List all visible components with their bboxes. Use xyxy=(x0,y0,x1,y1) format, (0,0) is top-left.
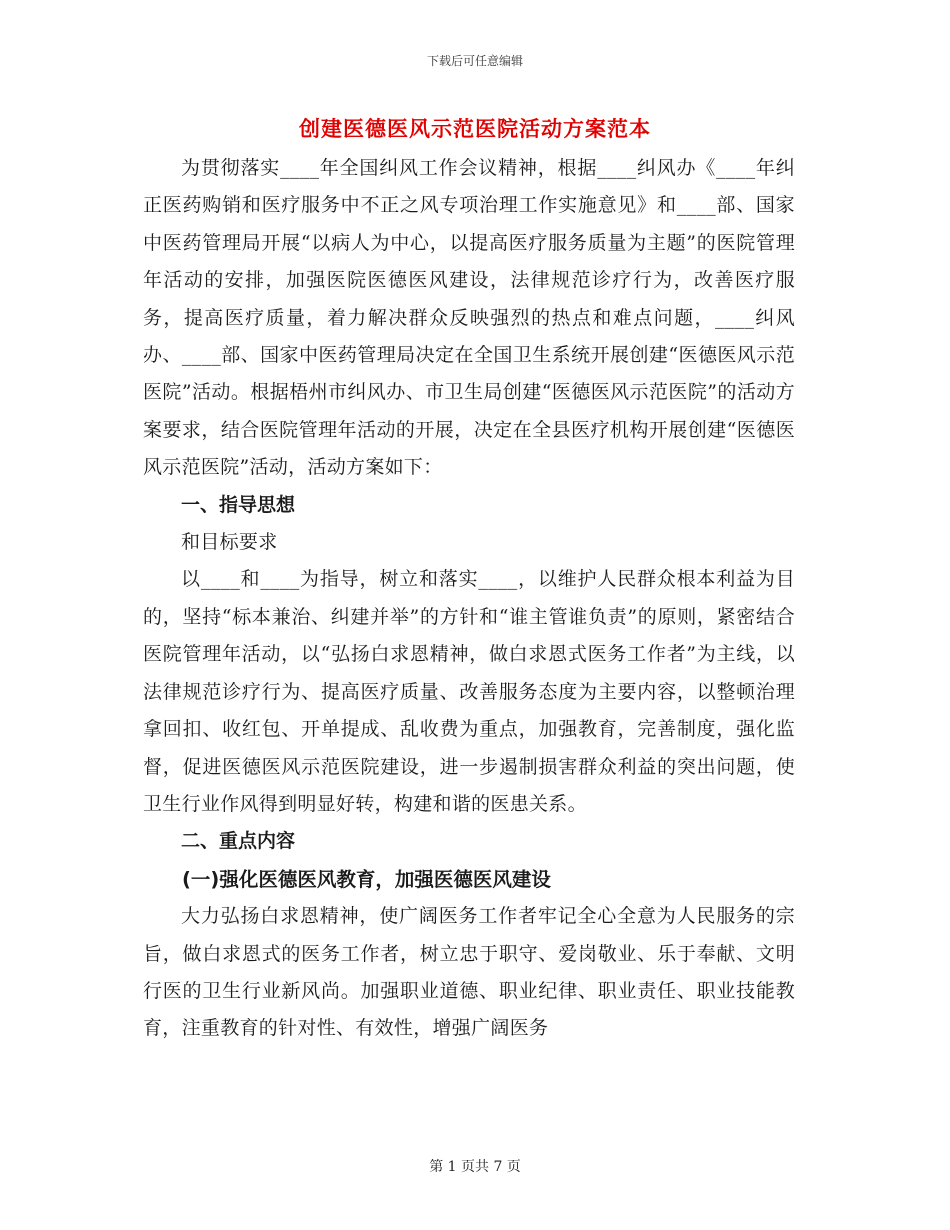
document-body xyxy=(143,150,795,1048)
intro-paragraph: 为贯彻落实____年全国纠风工作会议精神，根据____纠风办《____年纠正医药购销和医疗服务中不正之风专项治理工作实施意见》和____部、国家中医药管理局开展“以病人为中心，以提高医疗服务质量为主题”的医院管理年活动的安排，加强医院医德医风建设，法律规范诊疗行为，改善医疗服务，提高医疗质量，着力解决群众反映强烈的热点和难点问题，____纠风办、____部、国家中医药管理局决定在全国卫生系统开展创建“医德医风示范医院”活动。根据梧州市纠风办、市卫生局创建“医德医风示范医院”的活动方案要求，结合医院管理年活动的开展，决定在全县医疗机构开展创建“医德医风示范医院”活动，活动方案如下： xyxy=(143,157,795,479)
page-number: 第 1 页共 7 页 xyxy=(429,1159,521,1175)
section-2-heading: 二、重点内容 xyxy=(181,830,296,853)
section-1-subtitle: 和目标要求 xyxy=(181,531,278,554)
section-2-paragraph-1: 大力弘扬白求恩精神，使广阔医务工作者牢记全心全意为人民服务的宗旨，做白求恩式的医务工作者，树立忠于职守、爱岗敬业、乐于奉献、文明行医的卫生行业新风尚。加强职业道德、职业纪律、职业责任、职业技能教育，注重教育的针对性、有效性，增强广阔医务 xyxy=(143,905,795,1040)
section-2-subheading-1: (一)强化医德医风教育，加强医德医风建设 xyxy=(182,867,551,891)
section-1-paragraph: 以____和____为指导，树立和落实____，以维护人民群众根本利益为目的，坚持“标本兼治、纠建并举”的方针和“谁主管谁负责”的原则，紧密结合医院管理年活动，以“弘扬白求恩精神，做白求恩式医务工作者”为主线，以法律规范诊疗行为、提高医疗质量、改善服务态度为主要内容，以整顿治理拿回扣、收红包、开单提成、乱收费为重点，加强教育，完善制度，强化监督，促进医德医风示范医院建设，进一步遏制损害群众利益的突出问题，使卫生行业作风得到明显好转，构建和谐的医患关系。 xyxy=(143,568,795,815)
section-1-heading: 一、指导思想 xyxy=(181,493,296,516)
document-title: 创建医德医风示范医院活动方案范本 xyxy=(299,117,651,141)
header-note: 下载后可任意编辑 xyxy=(426,54,523,68)
